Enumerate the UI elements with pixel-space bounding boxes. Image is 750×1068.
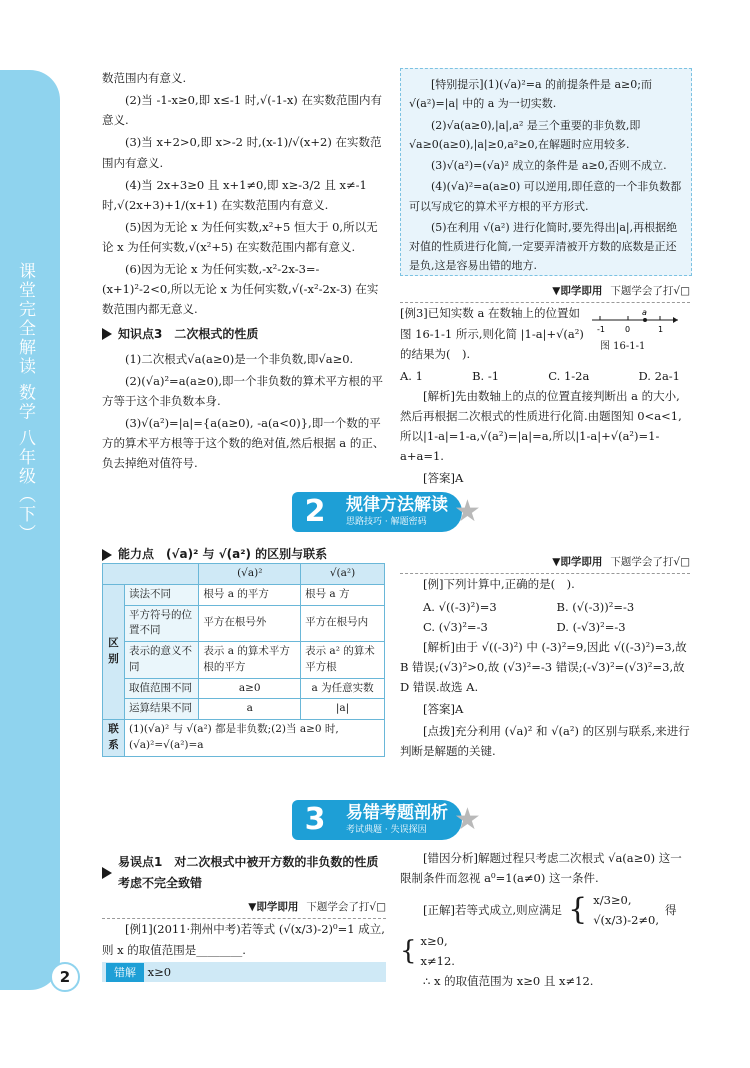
- example-3-analysis: [解析]先由数轴上的点的位置直接判断出 a 的大小,然后再根据二次根式的性质进行化简.由题图知 0<a<1,所以|1-a|=1-a,√(a²)=|a|=a,所以|1-a|+√(a²)=1-a+a=1.: [400, 388, 682, 464]
- banner-body: [338, 492, 462, 532]
- star-icon: ★: [454, 494, 481, 529]
- result-condition: x≥0,: [420, 933, 448, 948]
- brace-icon: {: [400, 935, 417, 966]
- wrong-answer: x≥0: [147, 964, 172, 979]
- option-d: D. (-√3)²=-3: [556, 619, 626, 634]
- wrong-answer-row: [102, 962, 386, 982]
- table-cell: 根号 a 的平方: [199, 584, 301, 605]
- condition-system: [593, 890, 659, 930]
- error-point-heading: 易误点1 对二次根式中被开方数的非负数的性质考虑不完全致错: [102, 852, 386, 894]
- banner-main-title: 易错考题剖析: [346, 803, 448, 824]
- star-icon: ★: [454, 802, 481, 837]
- ability-heading: 能力点 (√a)² 与 √(a²) 的区别与联系: [102, 544, 327, 565]
- special-tip-box: [400, 68, 692, 276]
- table-cell: 根号 a 方: [301, 584, 385, 605]
- tick-label: 1: [658, 325, 664, 334]
- number-line: [590, 308, 680, 338]
- result-system: [400, 931, 690, 971]
- example-3-answer: [答案]A: [423, 471, 464, 486]
- table-cell: 表示 a² 的算术平方根: [301, 642, 385, 679]
- text-line: (2)(√a)²=a(a≥0),即一个非负数的算术平方根的平方等于这个非负数本身.: [102, 373, 383, 408]
- tick-label: 0: [625, 325, 631, 334]
- banner-section-3: [292, 794, 481, 847]
- text-line: (6)因为无论 x 为任何实数,-x²-2x-3=-(x+1)²-2<0,所以无论 x 为任何实数,√(-x²-2x-3) 在实数范围内都无意义.: [102, 262, 379, 317]
- example-question: [例]下列计算中,正确的是( ).: [423, 577, 575, 592]
- left-top-column: [102, 68, 386, 475]
- banner-number: 2: [292, 492, 338, 532]
- practice-bar: ▼即学即用 下题学会了打√□: [400, 553, 690, 574]
- option-a: A. √((-3)²)=3: [423, 599, 497, 614]
- table-cell: 平方符号的位置不同: [125, 605, 199, 642]
- tip-line: (4)(√a)²=a(a≥0) 可以逆用,即任意的一个非负数都可以写成它的算术平方根的平方形式.: [409, 180, 682, 213]
- correct-intro: [正解]若等式成立,则应满足: [423, 903, 563, 918]
- tip-line: (3)√(a²)=(√a)² 成立的条件是 a≥0,否则不成立.: [431, 159, 667, 172]
- text-line: (3)当 x+2>0,即 x>-2 时,(x-1)/√(x+2) 在实数范围内有意义.: [102, 135, 382, 170]
- example-options: [400, 597, 690, 637]
- example-3-question: [例3]已知实数 a 在数轴上的位置如图 16-1-1 所示,则化简 |1-a|+√(a²) 的结果为( ).: [400, 306, 584, 361]
- table-corner: [103, 564, 199, 585]
- option-b: B. -1: [472, 368, 500, 383]
- tip-line: (2)√a(a≥0),|a|,a² 是三个重要的非负数,即 √a≥0(a≥0),|a|≥0,a²≥0,在解题时应用较多.: [409, 118, 641, 151]
- table-cell: 运算结果不同: [125, 699, 199, 720]
- text-line: (1)二次根式√a(a≥0)是一个非负数,即√a≥0.: [125, 351, 354, 366]
- error-analysis: [400, 848, 690, 993]
- table-header: √(a²): [301, 564, 385, 585]
- example-analysis: [解析]由于 √((-3)²) 中 (-3)²=9,因此 √((-3)²)=3,故 B 错误;(√3)²>0,故 (√3)²=-3 错误;(-√3)²=(√3)²=3,故 D 错误.故选 A.: [400, 639, 687, 694]
- banner-main-title: 规律方法解读: [346, 495, 448, 516]
- table-header: (√a)²: [199, 564, 301, 585]
- table-cell: 平方在根号内: [301, 605, 385, 642]
- tick-label: a: [642, 308, 647, 317]
- practice-bar: ▼即学即用 下题学会了打√□: [400, 282, 690, 303]
- table-cell: |a|: [301, 699, 385, 720]
- correct-solution: [400, 890, 690, 930]
- error-point-1: [102, 848, 386, 982]
- table-side-label: 联系: [103, 720, 125, 757]
- triangle-icon: [102, 549, 112, 561]
- table-side-label: 区别: [103, 584, 125, 719]
- get-word: 得: [665, 903, 677, 918]
- result-condition: x≠12.: [420, 953, 455, 968]
- text-line: 数范围内有意义.: [102, 71, 187, 85]
- table-cell: a: [199, 699, 301, 720]
- brace-icon: {: [568, 892, 588, 928]
- example-3-options: [400, 366, 680, 386]
- text-line: (4)当 2x+3≥0 且 x+1≠0,即 x≥-3/2 且 x≠-1 时,√(2x+3)+1/(x+1) 在实数范围内有意义.: [102, 177, 367, 212]
- option-a: A. 1: [400, 368, 423, 383]
- option-c: C. 1-2a: [548, 368, 590, 383]
- condition: x/3≥0,: [593, 893, 632, 908]
- table-cell: 读法不同: [125, 584, 199, 605]
- table-cell: 表示的意义不同: [125, 642, 199, 679]
- tick-label: -1: [597, 325, 605, 334]
- table-cell: 平方在根号外: [199, 605, 301, 642]
- triangle-icon: [102, 328, 112, 340]
- option-d: D. 2a-1: [638, 368, 680, 383]
- wrong-label: 错解: [106, 963, 144, 982]
- text-line: (3)√(a²)=|a|={a(a≥0), -a(a<0)},即一个数的平方的算术平方根等于这个数的绝对值,然后根据 a 的正、负去掉绝对值符号.: [102, 415, 385, 471]
- error-example: [例1](2011·荆州中考)若等式 (√(x/3)-2)⁰=1 成立,则 x 的取值范围是________.: [102, 922, 385, 957]
- triangle-icon: [102, 867, 112, 879]
- sidebar-title: 课堂完全解读 数学 八年级（下）: [15, 262, 35, 543]
- banner-subtitle: 考试典题 · 失误探因: [346, 825, 427, 836]
- text-line: (5)因为无论 x 为任何实数,x²+5 恒大于 0,所以无论 x 为任何实数,√(x²+5) 在实数范围内都有意义.: [102, 219, 378, 254]
- option-c: C. (√3)²=-3: [423, 619, 488, 634]
- tip-line: (5)在利用 √(a²) 进行化简时,要先得出|a|,再根据绝对值的性质进行化简,一定要弄清被开方数的底数是正还是负,这是容易出错的地方.: [409, 220, 678, 273]
- condition: √(x/3)-2≠0,: [593, 913, 660, 928]
- table-cell: a 为任意实数: [301, 678, 385, 699]
- banner-section-2: [292, 486, 481, 539]
- example-tip: [点拨]充分利用 (√a)² 和 √(a²) 的区别与联系,来进行判断是解题的关键.: [400, 724, 690, 759]
- option-b: B. (√(-3))²=-3: [556, 599, 635, 614]
- banner-body: [338, 800, 462, 840]
- sidebar: [0, 70, 60, 990]
- error-cause: [错因分析]解题过程只考虑二次根式 √a(a≥0) 这一限制条件而忽视 a⁰=1(a≠0) 这一条件.: [400, 851, 682, 886]
- text-line: (2)当 -1-x≥0,即 x≤-1 时,√(-1-x) 在实数范围内有意义.: [102, 93, 382, 128]
- knowledge-point-3-heading: 知识点3 二次根式的性质: [102, 324, 386, 345]
- conclusion: ∴ x 的取值范围为 x≥0 且 x≠12.: [423, 973, 594, 988]
- banner-subtitle: 思路技巧 · 解题密码: [346, 517, 427, 528]
- figure-caption: 图 16-1-1: [600, 341, 646, 352]
- table-cell: 取值范围不同: [125, 678, 199, 699]
- page-number: 2: [50, 962, 80, 992]
- practice-bar: ▼即学即用 下题学会了打√□: [102, 898, 386, 919]
- table-cell: 表示 a 的算术平方根的平方: [199, 642, 301, 679]
- example-answer: [答案]A: [423, 702, 464, 717]
- comparison-table: [102, 563, 385, 757]
- table-link-cell: (1)(√a)² 与 √(a²) 都是非负数;(2)当 a≥0 时,(√a)²=√(a²)=a: [125, 720, 385, 757]
- table-cell: a≥0: [199, 678, 301, 699]
- tip-line: [特别提示](1)(√a)²=a 的前提条件是 a≥0;而 √(a²)=|a| 中的 a 为一切实数.: [409, 78, 652, 111]
- banner-number: 3: [292, 800, 338, 840]
- example-r2: [400, 553, 690, 764]
